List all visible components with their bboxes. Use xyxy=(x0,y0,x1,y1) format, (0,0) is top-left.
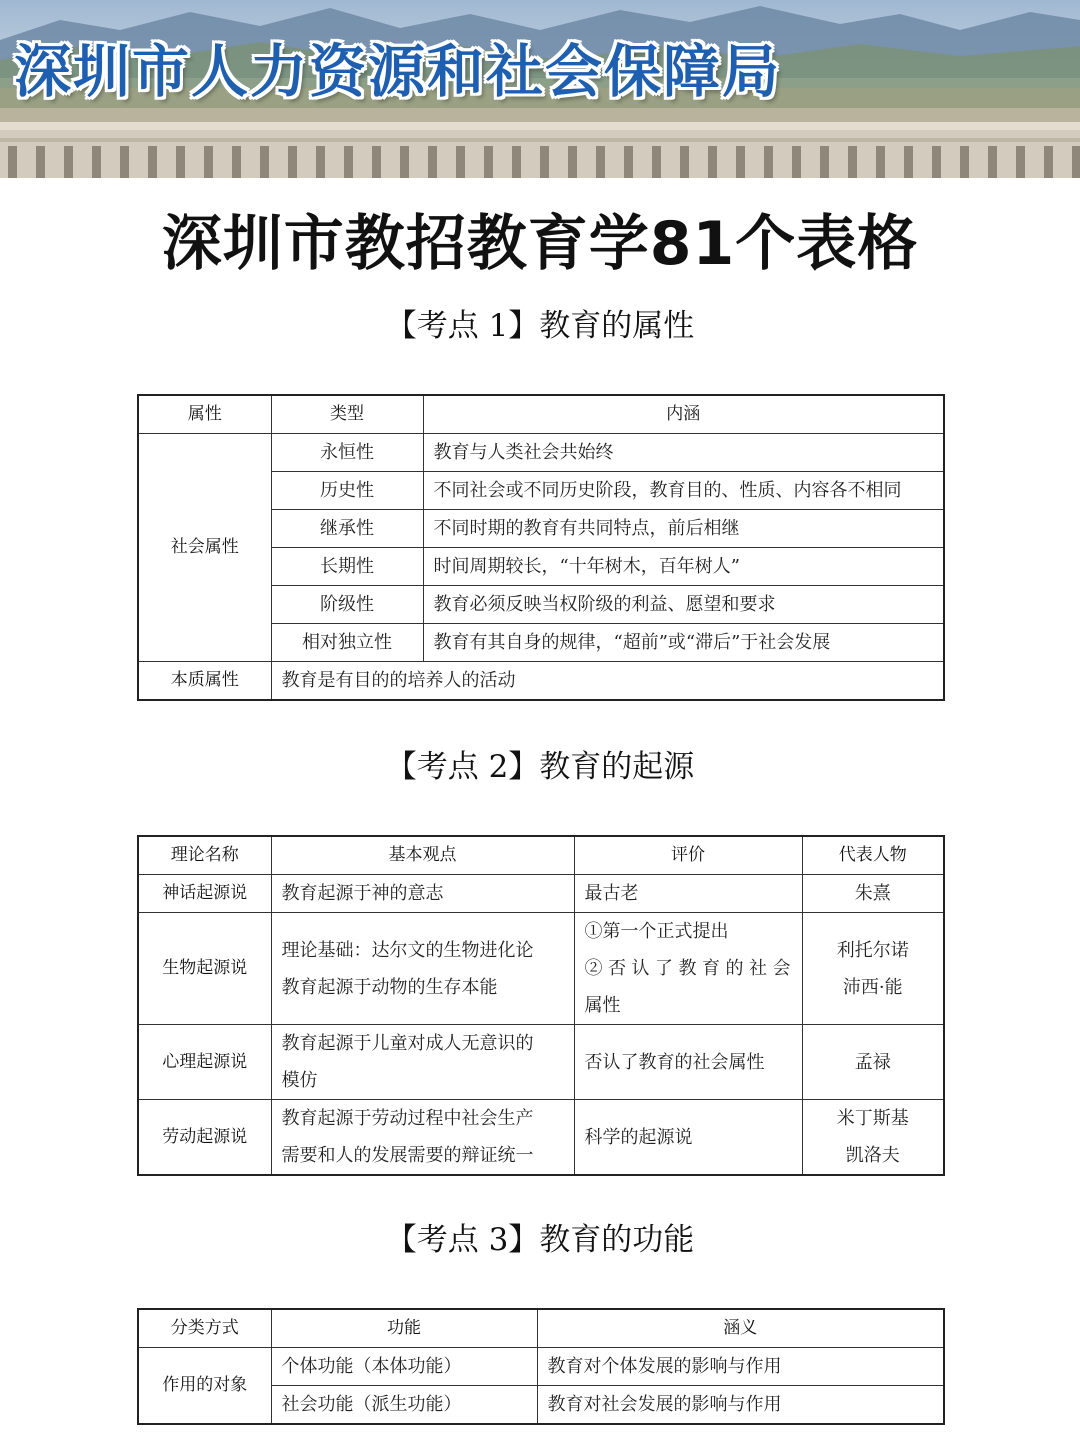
section-1-title: 【考点 1】教育的属性 xyxy=(385,308,695,344)
table-row xyxy=(138,913,944,1025)
table-header-row xyxy=(138,1309,944,1348)
evaluation-cell: 科学的起源说 xyxy=(574,1100,802,1176)
table-row xyxy=(138,1100,944,1176)
type-cell: 相对独立性 xyxy=(271,624,423,662)
evaluation-cell: ①第一个正式提出 ②否认了教育的社会 属性 xyxy=(574,913,802,1025)
evaluation-cell: 否认了教育的社会属性 xyxy=(574,1025,802,1100)
column-header: 基本观点 xyxy=(271,836,574,875)
meaning-cell: 教育对社会发展的影响与作用 xyxy=(537,1386,944,1425)
column-header: 分类方式 xyxy=(138,1309,271,1348)
column-header: 代表人物 xyxy=(802,836,944,875)
row-group-label: 作用的对象 xyxy=(138,1348,271,1425)
meaning-cell: 教育必须反映当权阶级的利益、愿望和要求 xyxy=(423,586,944,624)
column-header: 类型 xyxy=(271,395,423,434)
column-header: 理论名称 xyxy=(138,836,271,875)
type-cell: 历史性 xyxy=(271,472,423,510)
theory-name-cell: 劳动起源说 xyxy=(138,1100,271,1176)
table-row xyxy=(138,1348,944,1386)
column-header: 功能 xyxy=(271,1309,537,1348)
table-row xyxy=(138,434,944,472)
table-row xyxy=(138,662,944,701)
view-cell: 理论基础：达尔文的生物进化论 教育起源于动物的生存本能 xyxy=(271,913,574,1025)
meaning-cell: 教育是有目的的培养人的活动 xyxy=(271,662,944,701)
table-header-row xyxy=(138,395,944,434)
meaning-cell: 时间周期较长，“十年树木，百年树人” xyxy=(423,548,944,586)
function-cell: 个体功能（本体功能） xyxy=(271,1348,537,1386)
section-2-title: 【考点 2】教育的起源 xyxy=(385,749,695,785)
meaning-cell: 不同时期的教育有共同特点，前后相继 xyxy=(423,510,944,548)
column-header: 评价 xyxy=(574,836,802,875)
column-header: 内涵 xyxy=(423,395,944,434)
column-header: 属性 xyxy=(138,395,271,434)
column-header: 涵义 xyxy=(537,1309,944,1348)
view-cell: 教育起源于儿童对成人无意识的 模仿 xyxy=(271,1025,574,1100)
people-cell: 利托尔诺 沛西·能 xyxy=(802,913,944,1025)
meaning-cell: 教育与人类社会共始终 xyxy=(423,434,944,472)
page-title: 深圳市教招教育学81个表格 xyxy=(161,209,919,279)
people-cell: 孟禄 xyxy=(802,1025,944,1100)
function-table xyxy=(137,1308,945,1425)
type-cell: 阶级性 xyxy=(271,586,423,624)
banner-title: 深圳市人力资源和社会保障局 xyxy=(14,39,781,105)
table-header-row xyxy=(138,836,944,875)
theory-name-cell: 心理起源说 xyxy=(138,1025,271,1100)
type-cell: 继承性 xyxy=(271,510,423,548)
people-cell: 朱熹 xyxy=(802,875,944,913)
section-3-title: 【考点 3】教育的功能 xyxy=(385,1222,695,1258)
table-row xyxy=(138,1025,944,1100)
table-row xyxy=(138,875,944,913)
view-cell: 教育起源于劳动过程中社会生产 需要和人的发展需要的辩证统一 xyxy=(271,1100,574,1176)
row-group-label: 社会属性 xyxy=(138,434,271,662)
type-cell: 永恒性 xyxy=(271,434,423,472)
header-banner xyxy=(0,0,1080,178)
people-cell: 米丁斯基 凯洛夫 xyxy=(802,1100,944,1176)
meaning-cell: 教育对个体发展的影响与作用 xyxy=(537,1348,944,1386)
view-cell: 教育起源于神的意志 xyxy=(271,875,574,913)
evaluation-cell: 最古老 xyxy=(574,875,802,913)
theory-name-cell: 神话起源说 xyxy=(138,875,271,913)
origin-table xyxy=(137,835,945,1176)
attributes-table xyxy=(137,394,945,701)
theory-name-cell: 生物起源说 xyxy=(138,913,271,1025)
meaning-cell: 教育有其自身的规律，“超前”或“滞后”于社会发展 xyxy=(423,624,944,662)
meaning-cell: 不同社会或不同历史阶段，教育目的、性质、内容各不相同 xyxy=(423,472,944,510)
row-group-label: 本质属性 xyxy=(138,662,271,701)
function-cell: 社会功能（派生功能） xyxy=(271,1386,537,1425)
type-cell: 长期性 xyxy=(271,548,423,586)
